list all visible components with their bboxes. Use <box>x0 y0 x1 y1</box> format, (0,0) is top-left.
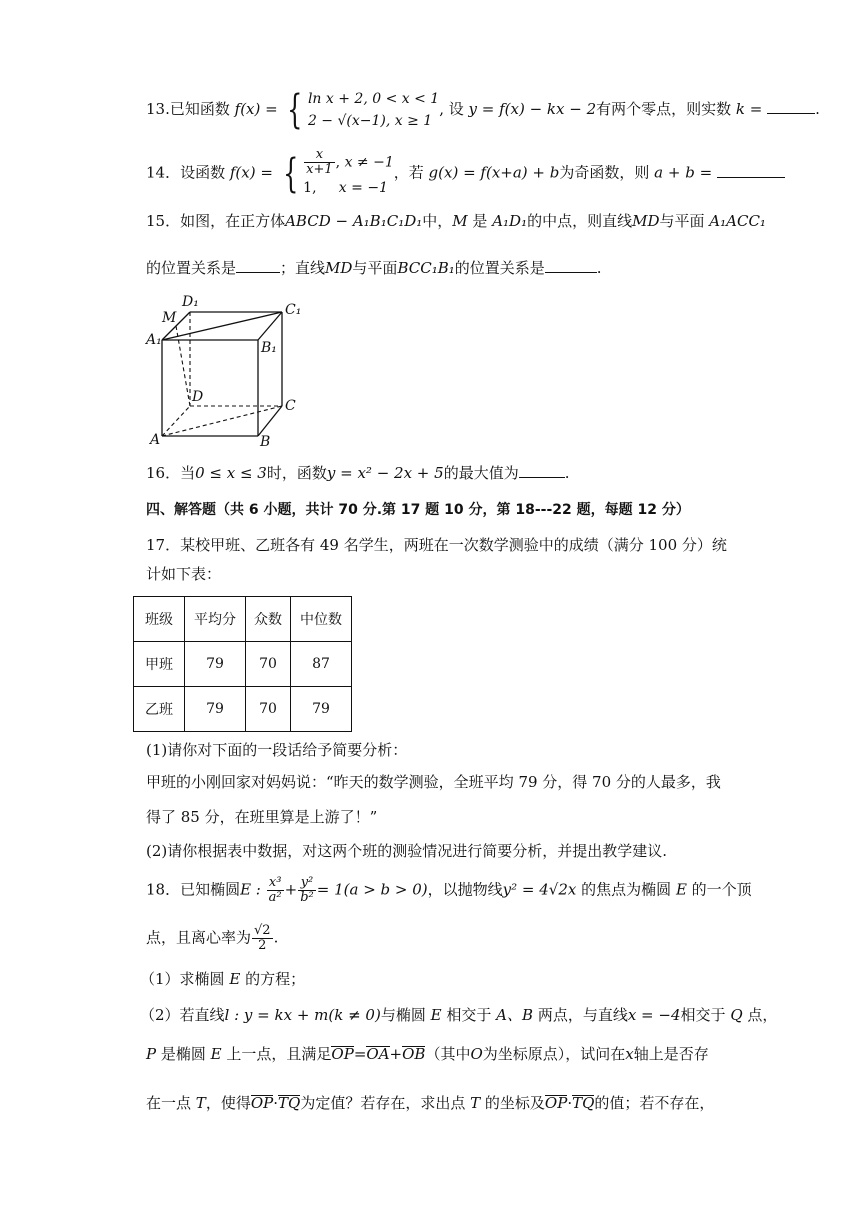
table-cell: 70 <box>246 687 291 732</box>
q14-tail: 为奇函数，则 <box>559 163 650 182</box>
q17-quote1: 甲班的小刚回家对妈妈说：“昨天的数学测验，全班平均 79 分，得 70 分的人最多，我 <box>146 773 721 791</box>
q14-expr: g(x) = f(x+a) + b <box>428 163 560 182</box>
q13-fx: f(x) = <box>234 100 278 118</box>
q15-plane1: A₁ACC₁ <box>709 212 766 230</box>
q18-line2 <box>146 924 278 953</box>
q18-line2-text: 点，且离心率为 <box>146 928 252 947</box>
label-d: D <box>192 389 204 405</box>
q18-xline: x = −4 <box>627 1006 681 1024</box>
q18-line2-end: . <box>273 928 279 947</box>
q18-sub2-line1 <box>140 1004 777 1026</box>
label-b: B <box>260 434 271 448</box>
q14-fx: f(x) = <box>229 163 273 182</box>
q13-tail: 有两个零点，则实数 <box>596 100 732 118</box>
q14-mid: ，若 <box>393 163 424 182</box>
q17-part2: (2)请你根据表中数据，对这两个班的测验情况进行简要分析，并提出教学建议. <box>146 842 668 860</box>
edge-a1c1 <box>162 312 282 340</box>
q17-part1: (1)请你对下面的一段话给予简要分析： <box>146 741 408 759</box>
label-c: C <box>285 398 296 414</box>
q18-dot: · <box>273 1094 278 1112</box>
label-m: M <box>162 310 177 326</box>
q18-l4-d: 的坐标及 <box>484 1094 545 1112</box>
question-16 <box>146 462 569 484</box>
table-header: 平均分 <box>185 597 246 642</box>
q14-cond1: x ≠ −1 <box>344 154 394 171</box>
q16-cond: 0 ≤ x ≤ 3 <box>195 464 267 482</box>
q15-text-c: 是 <box>472 212 488 230</box>
q18-vec-oa: OA <box>366 1045 390 1063</box>
q18-p: P <box>146 1045 157 1063</box>
q15-a1d1: A₁D₁ <box>492 212 528 230</box>
q18-l3-a: 是椭圆 <box>160 1045 206 1063</box>
q15-text-d: 的中点，则直线 <box>527 212 633 230</box>
table-header-row <box>134 597 352 642</box>
q18-sub2-e-text: 相交于 <box>680 1006 726 1024</box>
q13-label: 13.已知函数 <box>146 100 230 118</box>
q13-mid: , 设 <box>439 100 464 118</box>
q15-text-f: 的位置关系是 <box>146 259 237 277</box>
q15-plane2: BCC₁B₁ <box>397 259 455 277</box>
q15-end: . <box>596 259 602 277</box>
q18-l3-e-text: 轴上是否存 <box>633 1045 709 1063</box>
q18-l3-b: 上一点，且满足 <box>226 1045 332 1063</box>
question-15-line2 <box>146 257 602 279</box>
q16-answer-blank[interactable] <box>519 463 565 478</box>
q15-text-i: 的位置关系是 <box>454 259 545 277</box>
segment-md-hidden <box>176 326 190 406</box>
q18-frac1-den: a² <box>268 890 282 905</box>
q18-vec-op-2: OP <box>250 1094 274 1112</box>
q18-ecc-num: √2 <box>254 923 271 938</box>
q14-answer-blank[interactable] <box>717 163 785 178</box>
label-b1: B₁ <box>261 340 277 356</box>
q18-t-2: T <box>470 1094 481 1112</box>
q14-case2-val: 1, <box>303 180 317 196</box>
q15-text-e: 与平面 <box>659 212 705 230</box>
table-cell: 甲班 <box>134 642 185 687</box>
q16-expr: y = x² − 2x + 5 <box>326 464 444 482</box>
score-table <box>133 596 352 732</box>
diagonal-ac-hidden <box>162 406 282 436</box>
q17-line2: 计如下表： <box>146 565 222 583</box>
table-cell: 87 <box>291 642 352 687</box>
edge-bc <box>258 406 282 436</box>
q18-sub1-e: E <box>229 970 241 988</box>
q18-vec-op-3: OP <box>544 1094 568 1112</box>
q18-plus: + <box>284 880 298 899</box>
q18-ab-points: A、B <box>496 1006 534 1024</box>
q15-m: M <box>452 212 468 230</box>
q18-dot-2: · <box>567 1094 573 1112</box>
section-heading: 四、解答题（共 6 小题，共计 70 分.第 17 题 10 分，第 18---22 题，每题 12 分） <box>146 502 690 518</box>
table-row <box>134 642 352 687</box>
q16-mid: 时，函数 <box>266 464 327 482</box>
q18-e2: E <box>675 880 687 899</box>
q13-case2: 2 − √(x−1), x ≥ 1 <box>307 113 433 129</box>
q18-ecc-den: 2 <box>258 938 267 953</box>
edge-ad-hidden <box>162 406 190 436</box>
q18-l3-c: （其中 <box>425 1045 471 1063</box>
q18-sub2-line2 <box>146 1043 709 1065</box>
q14-frac-num: x <box>304 148 335 163</box>
q15-answer-blank-2[interactable] <box>545 258 597 273</box>
table-row <box>134 687 352 732</box>
q14-label: 14．设函数 <box>146 163 226 182</box>
q14-ab: a + b = <box>654 163 713 182</box>
q18-vec-tq: TQ <box>278 1094 301 1112</box>
q15-text-g: ；直线 <box>280 259 326 277</box>
q18-sub1-text: （1）求椭圆 <box>140 970 225 988</box>
question-14 <box>146 148 785 199</box>
label-d1: D₁ <box>182 294 199 310</box>
label-a: A <box>150 432 161 448</box>
cube-figure <box>140 288 310 448</box>
q18-sub1-end: 的方程； <box>245 970 306 988</box>
q17-line1: 17．某校甲班、乙班各有 49 名学生，两班在一次数学测验中的成绩（满分 100 分）统 <box>146 536 727 554</box>
label-c1: C₁ <box>285 302 302 318</box>
q18-frac2-den: b² <box>300 890 314 905</box>
q18-vec-ob: OB <box>402 1045 426 1063</box>
q16-label: 16．当 <box>146 464 196 482</box>
q18-line1 <box>146 876 752 905</box>
q18-sub2-a: （2）若直线 <box>140 1006 225 1024</box>
q13-end: . <box>815 100 820 118</box>
table-cell: 79 <box>291 687 352 732</box>
table-cell: 乙班 <box>134 687 185 732</box>
question-13 <box>146 88 820 132</box>
q13-k: k = <box>735 100 763 118</box>
table-header: 众数 <box>246 597 291 642</box>
q18-l3-d: 为坐标原点），试问在 <box>482 1045 626 1063</box>
q18-l4-c: 为定值？若存在，求出点 <box>300 1094 466 1112</box>
q13-cases <box>308 88 439 132</box>
table-cell: 79 <box>185 642 246 687</box>
q16-tail: 的最大值为 <box>443 464 519 482</box>
table-cell: 79 <box>185 687 246 732</box>
q18-sub2-b: 与椭圆 <box>380 1006 426 1024</box>
label-a1: A₁ <box>146 332 162 348</box>
q18-label: 18．已知椭圆 <box>146 880 241 899</box>
q13-expr: y = f(x) − kx − 2 <box>468 100 597 118</box>
q15-cube: ABCD − A₁B₁C₁D₁ <box>285 212 423 230</box>
q18-tail2: 的一个顶 <box>691 880 752 899</box>
q18-frac1-num: x³ <box>267 876 284 891</box>
q14-cond2: x = −1 <box>338 180 388 196</box>
table-header: 中位数 <box>291 597 352 642</box>
q14-brace: { <box>282 150 299 197</box>
q18-sub2-d: 两点，与直线 <box>537 1006 628 1024</box>
q18-plus2: + <box>389 1045 403 1063</box>
q18-sub2-f: 点， <box>747 1006 778 1024</box>
q18-t: T <box>195 1094 206 1112</box>
q17-quote2: 得了 85 分，在班里算是上游了！” <box>146 808 378 826</box>
q14-frac-den: x+1 <box>306 162 333 177</box>
q18-sub2-c: 相交于 <box>446 1006 492 1024</box>
q16-end: . <box>564 464 570 482</box>
q14-cases: $\frac{x}{x+1}$ , x ≠ −1 1, x = −1 <box>303 147 394 196</box>
q18-vec-op: OP <box>331 1045 354 1063</box>
q18-q: Q <box>730 1006 743 1024</box>
q15-md: MD <box>632 212 660 230</box>
q18-sub2-line3 <box>146 1092 714 1114</box>
q18-l4-b: ，使得 <box>205 1094 251 1112</box>
q18-l3-e: E <box>210 1045 222 1063</box>
q18-parabola: y² = 4√2x <box>502 880 577 899</box>
question-15-line1 <box>146 210 766 232</box>
q18-e: E : <box>240 880 261 899</box>
q15-answer-blank-1[interactable] <box>236 258 280 273</box>
q13-answer-blank[interactable] <box>767 99 815 114</box>
q18-line-l: l : y = kx + m(k ≠ 0) <box>224 1006 381 1024</box>
q18-tail: 的焦点为椭圆 <box>581 880 672 899</box>
q18-vec-tq-2: TQ <box>572 1094 595 1112</box>
table-header: 班级 <box>134 597 185 642</box>
q18-sub1 <box>140 968 305 990</box>
q15-text-a: 15．如图，在正方体 <box>146 212 286 230</box>
q13-brace: { <box>287 87 303 133</box>
q15-text-b: 中， <box>422 212 453 230</box>
q15-md-2: MD <box>325 259 353 277</box>
q18-mid: ，以抛物线 <box>427 880 503 899</box>
q18-x: x <box>625 1045 634 1063</box>
q13-case1: ln x + 2, 0 < x < 1 <box>307 91 440 107</box>
q18-eq: = <box>353 1045 367 1063</box>
q18-sub2-e: E <box>430 1006 442 1024</box>
table-cell: 70 <box>246 642 291 687</box>
q18-rhs: = 1(a > b > 0) <box>316 880 428 899</box>
q18-frac2-num: y² <box>298 876 316 891</box>
q18-l4-e: 的值；若不存在， <box>594 1094 715 1112</box>
q18-o: O <box>470 1045 483 1063</box>
q18-l4-a: 在一点 <box>146 1094 192 1112</box>
q15-text-h: 与平面 <box>352 259 398 277</box>
